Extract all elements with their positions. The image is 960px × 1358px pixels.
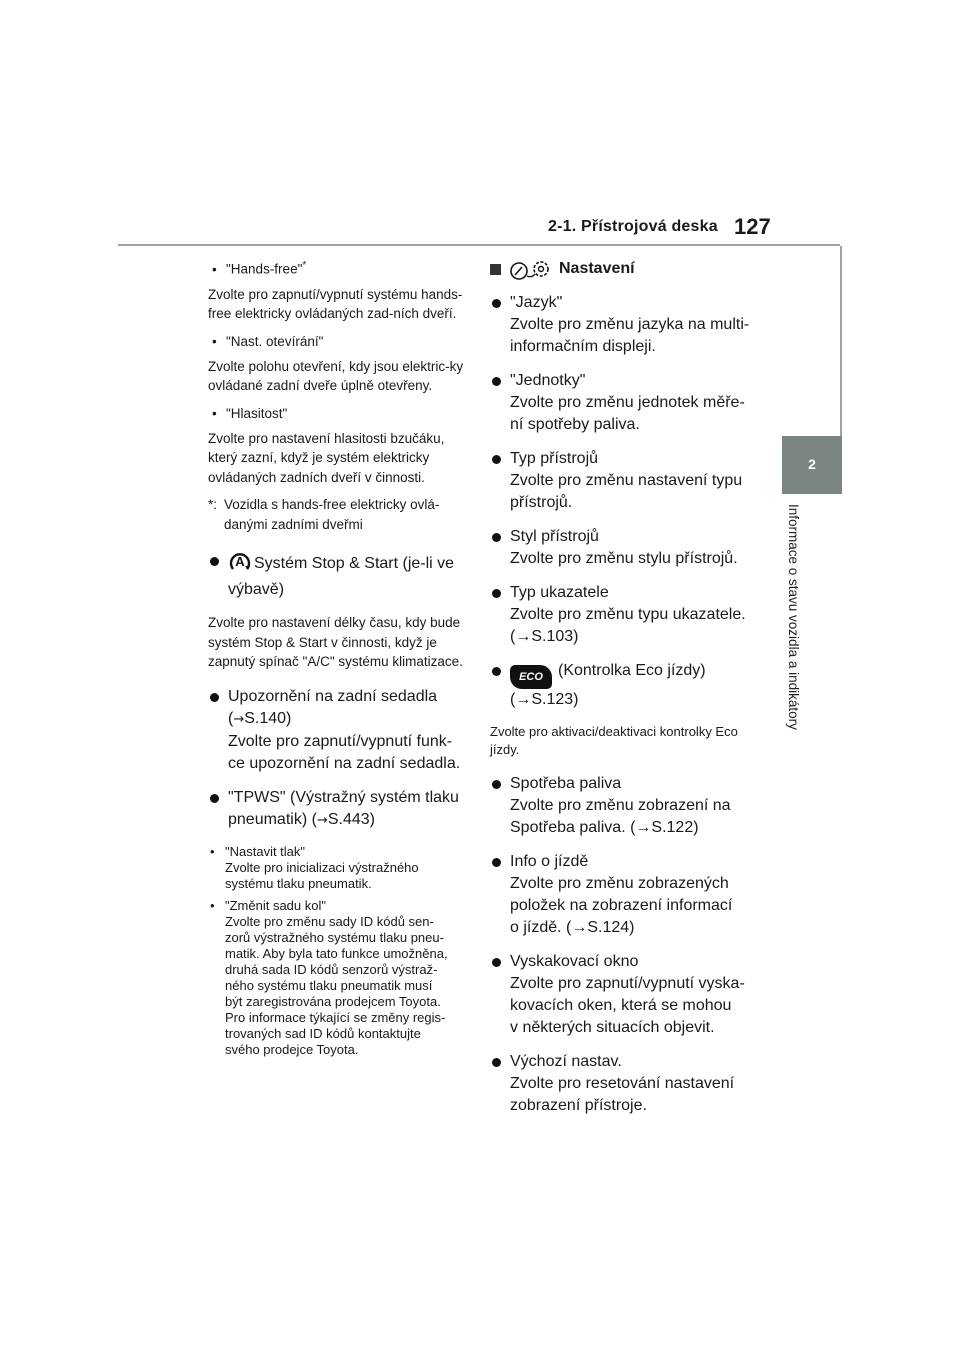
list-item — [208, 898, 470, 1058]
item-description: Zvolte pro nastavení hlasitosti bzučáku, který zazní, když je systém elektricky ovládaných zadních dveří v činnosti. — [208, 430, 445, 485]
list-item — [490, 851, 760, 939]
list-item — [490, 292, 760, 358]
item-line: Zvolte pro změnu jednotek měře- — [510, 394, 745, 411]
header-divider — [118, 244, 840, 246]
section-square-icon — [490, 264, 501, 275]
list-item-rear-seat: Upozornění na zadní sedadla (→S.140) Zvolte pro zapnutí/vypnutí funk- ce upozornění na zadní sedadla. — [208, 686, 470, 775]
bullet-icon — [210, 693, 219, 702]
item-line: Výchozí nastav. — [510, 1053, 622, 1070]
list-item — [490, 370, 760, 436]
item-description: Zvolte polohu otevření, kdy jsou elektric-ky ovládané zadní dveře úplně otevřeny. — [208, 358, 464, 393]
item-line: zobrazení přístroje. — [510, 1097, 647, 1114]
item-description: Zvolte pro zapnutí/vypnutí systému hands-free elektricky ovládaných zad-ních dveří. — [208, 286, 463, 321]
bullet-icon — [492, 667, 501, 676]
footnote-mark: *: — [208, 497, 218, 512]
list-item — [490, 1051, 760, 1117]
item-line: Zvolte pro resetování nastavení — [510, 1075, 735, 1092]
sub-line: Zvolte pro inicializaci výstražného — [225, 859, 419, 875]
item-heading-text: "Hands-free" — [226, 261, 303, 277]
list-item — [490, 773, 760, 839]
bullet-icon — [492, 455, 501, 464]
tpws-sub-items — [208, 844, 470, 1058]
list-item-stop-start: A Systém Stop & Start (je-li ve výbavě) — [208, 550, 470, 601]
item-heading-text: "Hlasitost" — [226, 405, 288, 421]
chapter-number: 2 — [808, 456, 816, 472]
item-line: Zvolte pro změnu typu ukazatele. — [510, 606, 746, 623]
item-line: kovacích oken, která se mohou — [510, 997, 732, 1014]
settings-items-bottom — [490, 773, 760, 1117]
item-heading-text: "Nast. otevírání" — [226, 333, 324, 349]
item-line: Styl přístrojů — [510, 528, 599, 545]
sub-line: být zaregistrována prodejcem Toyota. — [225, 993, 441, 1009]
item-line: Vyskakovací okno — [510, 953, 639, 970]
footnote-text: Vozidla s hands-free elektricky ovlá-danými zadními dveřmi — [224, 497, 440, 532]
svg-text:A: A — [235, 554, 245, 569]
list-item — [208, 404, 470, 488]
bullet-icon: • — [210, 843, 215, 859]
page-number: 127 — [734, 214, 771, 239]
item-heading — [208, 332, 470, 351]
item-line: Spotřeba paliva — [510, 775, 622, 792]
item-line: Info o jízdě — [510, 853, 589, 870]
item-line: "Jazyk" — [510, 294, 563, 311]
sub-line: svého prodejce Toyota. — [225, 1041, 359, 1057]
sub-line: trovaných sad ID kódů kontaktujte — [225, 1025, 421, 1041]
bullet-icon — [492, 377, 501, 386]
settings-title: Nastavení — [559, 260, 635, 277]
bullet-icon: • — [212, 261, 217, 277]
item-line: Typ ukazatele — [510, 584, 609, 601]
footnote — [208, 495, 470, 534]
item-line: o jízdě. (→S.124) — [510, 919, 635, 936]
item-line: Zvolte pro zapnutí/vypnutí vyska- — [510, 975, 745, 992]
sub-line: Zvolte pro změnu sady ID kódů sen- — [225, 913, 434, 929]
small-items — [208, 256, 470, 487]
sub-line: ného systému tlaku pneumatik musí — [225, 977, 433, 993]
list-item — [208, 844, 470, 892]
bullet-icon: • — [212, 405, 217, 421]
list-item — [490, 526, 760, 570]
bullet-icon — [492, 589, 501, 598]
item-heading — [208, 256, 470, 279]
item-line: Zvolte pro změnu zobrazení na — [510, 797, 731, 814]
section-title: 2-1. Přístrojová deska — [548, 218, 718, 235]
item-line: "Jednotky" — [510, 372, 586, 389]
settings-icon — [507, 258, 553, 280]
bullet-icon — [492, 299, 501, 308]
list-item — [490, 951, 760, 1039]
sub-line: zorů výstražného systému tlaku pneu- — [225, 929, 444, 945]
bullet-icon — [492, 858, 501, 867]
eco-indicator-icon: ECO — [510, 665, 552, 689]
item-line: Zvolte pro změnu nastavení typu — [510, 472, 743, 489]
item-line: Typ přístrojů — [510, 450, 599, 467]
sub-line: Pro informace týkající se změny regis- — [225, 1009, 446, 1025]
bullet-icon — [210, 794, 219, 803]
bullet-icon — [492, 958, 501, 967]
eco-note: Zvolte pro aktivaci/deaktivaci kontrolky Eco jízdy. — [490, 724, 738, 757]
settings-heading — [490, 258, 760, 280]
sub-line: "Nastavit tlak" — [225, 843, 306, 859]
list-item — [490, 448, 760, 514]
list-item — [208, 256, 470, 324]
item-line: informačním displeji. — [510, 338, 656, 355]
list-item-eco: ECO (Kontrolka Eco jízdy) (→S.123) — [490, 660, 760, 711]
item-line: Zvolte pro změnu zobrazených — [510, 875, 729, 892]
bullet-icon: • — [212, 333, 217, 349]
bullet-icon — [210, 557, 219, 566]
bullet-icon — [492, 780, 501, 789]
item-line: ní spotřeby paliva. — [510, 416, 640, 433]
item-line: Zvolte pro změnu stylu přístrojů. — [510, 550, 738, 567]
sub-line: systému tlaku pneumatik. — [225, 875, 372, 891]
item-line: (→S.103) — [510, 628, 579, 645]
list-item — [208, 332, 470, 396]
item-line: v některých situacích objevit. — [510, 1019, 715, 1036]
chapter-title: Informace o stavu vozidla a indikátory — [786, 504, 801, 730]
tab-divider — [840, 246, 842, 436]
bullet-icon — [492, 1058, 501, 1067]
bullet-icon: • — [210, 897, 215, 913]
bullet-icon — [492, 533, 501, 542]
sub-line: matik. Aby byla tato funkce umožněna, — [225, 945, 448, 961]
sub-line: "Změnit sadu kol" — [225, 897, 326, 913]
sub-line: druhá sada ID kódů senzorů výstraž- — [225, 961, 438, 977]
item-line: Spotřeba paliva. (→S.122) — [510, 819, 699, 836]
item-line: přístrojů. — [510, 494, 573, 511]
item-line: položek na zobrazení informací — [510, 897, 733, 914]
stop-start-icon — [228, 550, 252, 579]
list-item-tpws: "TPWS" (Výstražný systém tlaku pneumatik) (→S.443) — [208, 787, 470, 832]
right-column — [490, 258, 760, 1129]
item-line: Zvolte pro změnu jazyka na multi- — [510, 316, 750, 333]
settings-items-top — [490, 292, 760, 648]
left-column — [208, 256, 470, 1064]
stop-start-note: Zvolte pro nastavení délky času, kdy bude systém Stop & Start v činnosti, když je zapnutý spínač "A/C" systému klimatizace. — [208, 615, 463, 669]
item-heading — [208, 404, 470, 423]
list-item — [490, 582, 760, 648]
footnote-ref: * — [302, 260, 307, 271]
